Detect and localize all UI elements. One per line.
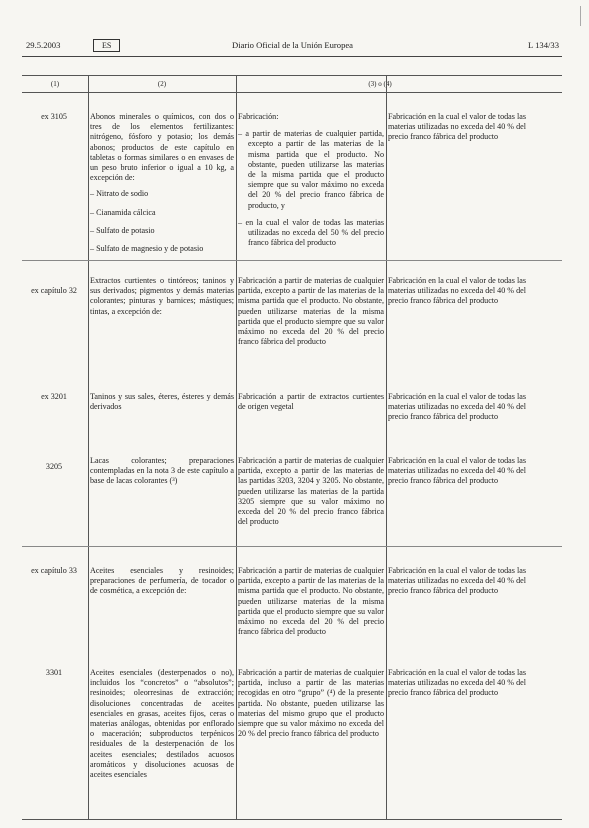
row-description: Lacas colorantes; preparaciones contempladas en la nota 3 de este capítulo a base de lacas colorantes (³) <box>90 456 234 486</box>
row-process <box>238 112 384 248</box>
row-separator <box>22 260 562 261</box>
row-code: ex capítulo 32 <box>31 286 77 295</box>
row-alternative: Fabricación en la cual el valor de todas las materias utilizadas no exceda del 40 % del precio franco fábrica del producto <box>388 566 526 596</box>
page-corner-mark <box>580 6 581 26</box>
process-item: – en la cual el valor de todas las materias utilizadas no exceda del 50 % del precio franco fábrica del producto <box>238 217 384 248</box>
publication-date: 29.5.2003 <box>26 40 61 50</box>
process-item: – a partir de materias de cualquier partida, excepto a partir de las materias de la misma partida que el producto. No obstante, pueden utilizarse las materias de la misma partida que el producto siempre que su valor máximo no exceda del 20 % del precio franco fábrica de producto, y <box>238 129 384 210</box>
row-code: ex 3201 <box>41 392 67 401</box>
row-process: Fabricación a partir de materias de cualquier partida, excepto a partir de las materias de las partidas 3203, 3204 y 3205. No obstante, pueden utilizarse las materias de la partida 3205 siempre que su valor máximo no exceda del 20 % del precio franco fábrica del producto <box>238 456 384 527</box>
journal-title: Diario Oficial de la Unión Europea <box>232 40 353 50</box>
row-description: Taninos y sus sales, éteres, ésteres y demás derivados <box>90 392 234 412</box>
row-description: Aceites esenciales y resinoides; preparaciones de perfumería, de tocador o de cosmética, a excepción de: <box>90 566 234 596</box>
exception-item: – Nitrato de sodio <box>90 189 149 199</box>
column-header-2: (2) <box>157 80 167 88</box>
row-code: 3205 <box>45 462 63 471</box>
table-column-headers <box>22 76 562 93</box>
running-header <box>26 40 559 54</box>
row-alternative: Fabricación en la cual el valor de todas las materias utilizadas no exceda del 40 % del precio franco fábrica del producto <box>388 276 526 306</box>
exception-item: – Sulfato de magnesio y de potasio <box>90 244 204 254</box>
page-number: L 134/33 <box>528 40 559 50</box>
language-badge: ES <box>93 39 120 52</box>
row-alternative: Fabricación en la cual el valor de todas las materias utilizadas no exceda del 40 % del precio franco fábrica del producto <box>388 392 526 422</box>
exception-item: – Cianamida cálcica <box>90 207 156 217</box>
process-head: Fabricación: <box>238 112 279 121</box>
description-intro: Abonos minerales o químicos, con dos o tres de los elementos fertilizantes: nitrógeno, fósforo y potasio; los demás abonos; productos de este capítulo en tabletas o formas similares o en envases de un peso bruto inferior o igual a 10 kg, a excepción de: <box>90 112 234 183</box>
rules-table <box>22 75 562 820</box>
column-header-1: (1) <box>50 80 60 88</box>
exception-item: – Sulfato de potasio <box>90 225 155 235</box>
row-code: ex capítulo 33 <box>31 566 77 575</box>
header-rule <box>22 56 562 57</box>
row-process: Fabricación a partir de extractos curtientes de origen vegetal <box>238 392 384 412</box>
row-code: ex 3105 <box>41 112 67 121</box>
row-description: Aceites esenciales (desterpenados o no), incluidos los “concretos” o “absolutos”; resinoides; oleorresinas de extracción; disoluciones concentradas de aceites esenciales en grasas, aceites fijos, ceras o materias análogas, obtenidas por enflorado o maceración; subproductos terpénicos residuales de la desterpenación de los aceites esenciales; destilados acuosos aromáticos y disoluciones acuosas de aceites esenciales <box>90 668 234 780</box>
row-description: Extractos curtientes o tintóreos; taninos y sus derivados; pigmentos y demás materias colorantes; pinturas y barnices; mástiques; tintas, a excepción de: <box>90 276 234 316</box>
row-alternative: Fabricación en la cual el valor de todas las materias utilizadas no exceda del 40 % del precio franco fábrica del producto <box>388 112 526 142</box>
column-divider <box>88 76 89 819</box>
column-divider <box>236 76 237 819</box>
column-divider-dashed <box>386 76 387 819</box>
row-process: Fabricación a partir de materias de cualquier partida, incluso a partir de las materias recogidas en otro “grupo” (⁴) de la presente partida. No obstante, pueden utilizarse las materias del mismo grupo que el producto siempre que su valor máximo no exceda del 20 % del precio franco fábrica del producto <box>238 668 384 739</box>
column-header-34: (3) o (4) <box>368 80 392 88</box>
row-separator <box>22 546 562 547</box>
row-alternative: Fabricación en la cual el valor de todas las materias utilizadas no exceda del 40 % del precio franco fábrica del producto <box>388 668 526 698</box>
row-process: Fabricación a partir de materias de cualquier partida, excepto a partir de las materias de la misma partida que el producto. No obstante, pueden utilizarse materias de la misma partida que el producto siempre que su valor máximo no exceda del 20 % del precio franco fábrica del producto <box>238 276 384 347</box>
row-alternative: Fabricación en la cual el valor de todas las materias utilizadas no exceda del 40 % del precio franco fábrica del producto <box>388 456 526 486</box>
row-process: Fabricación a partir de materias de cualquier partida, excepto a partir de las materias de la misma partida que el producto. No obstante, pueden utilizarse materias de la misma partida que el producto siempre que su valor máximo no exceda del 20 % del precio franco fábrica del producto <box>238 566 384 637</box>
row-code: 3301 <box>45 668 63 677</box>
row-description <box>90 112 234 254</box>
